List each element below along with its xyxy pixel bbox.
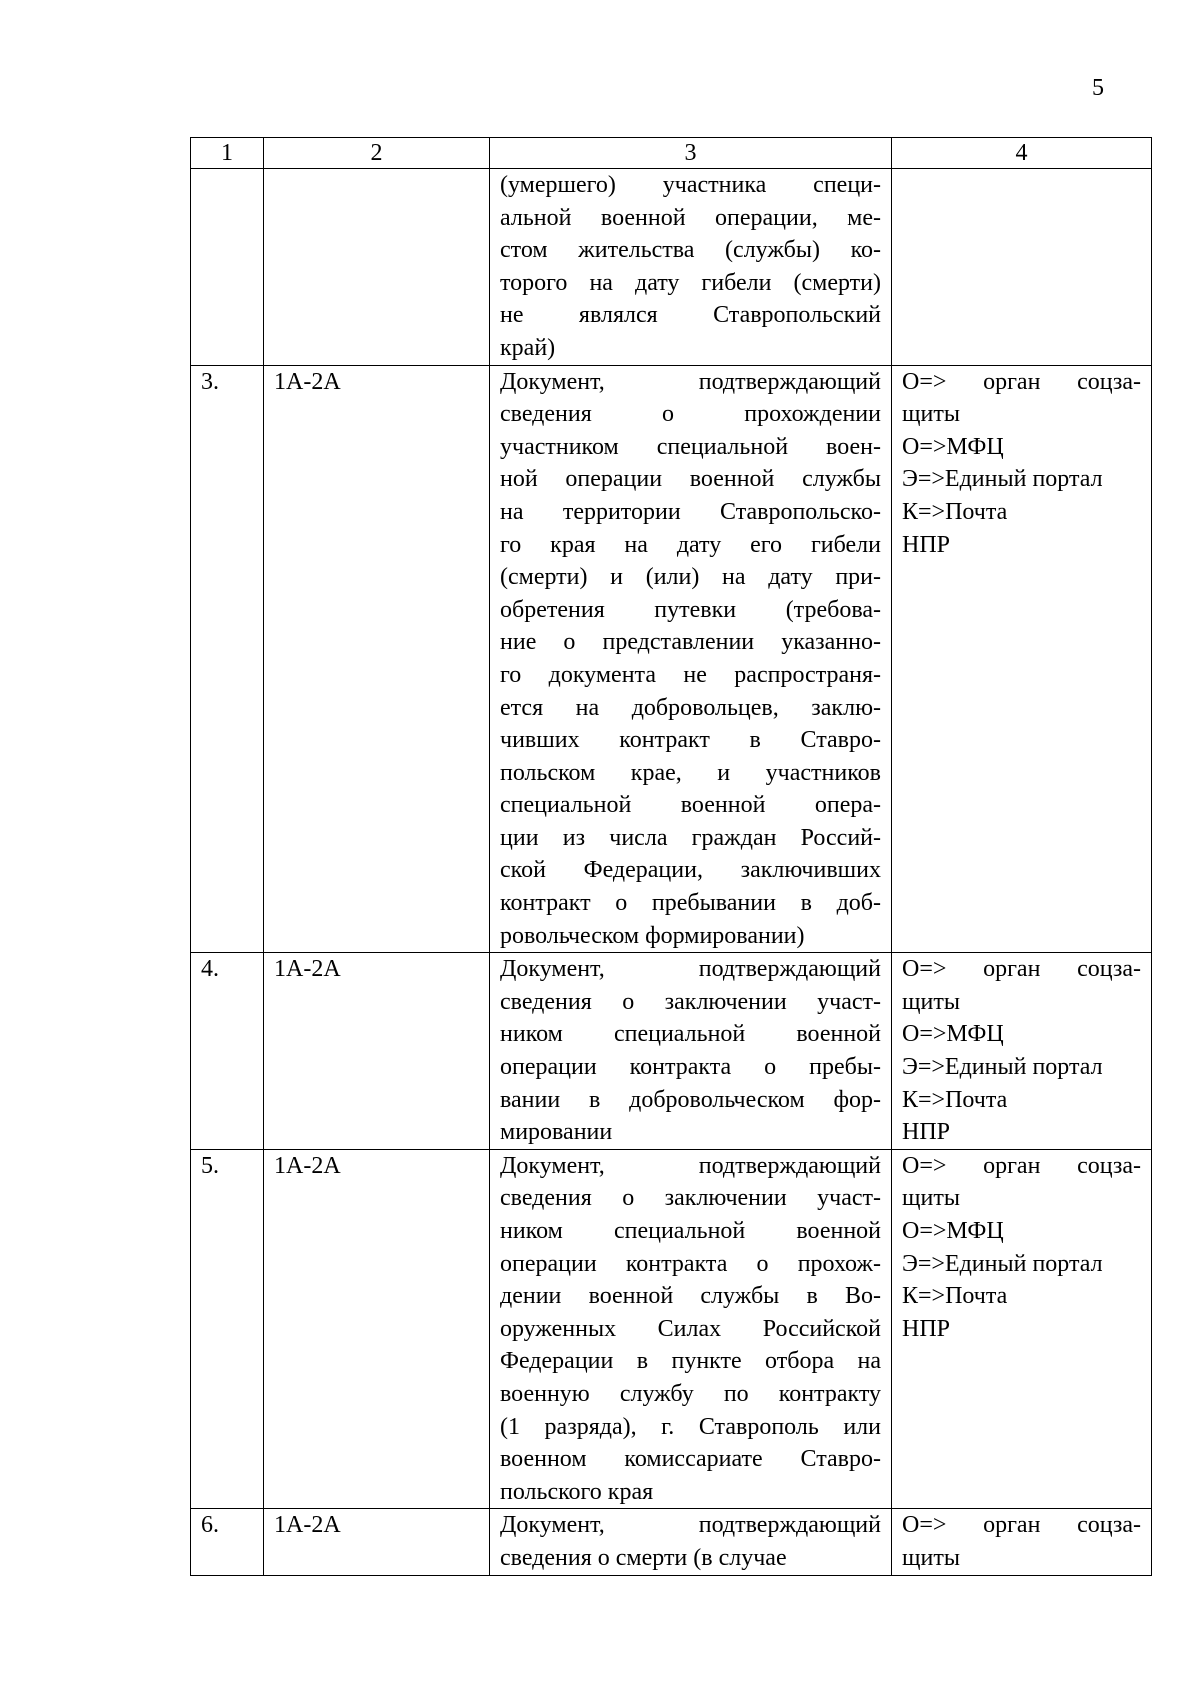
description-line: мировании xyxy=(500,1119,613,1146)
description-line: военную службу по контракту xyxy=(500,1380,881,1407)
description-line: на территории Ставропольско- xyxy=(500,498,881,525)
channel-line: НПР xyxy=(902,1315,951,1342)
channel-line: К=>Почта xyxy=(902,498,1008,525)
description-line: ником специальной военной xyxy=(500,1021,881,1048)
row-description-cell xyxy=(490,365,892,953)
channel-line: О=> орган соцза- xyxy=(902,956,1141,983)
description-line: Документ, подтверждающий xyxy=(500,1512,881,1539)
channel-line: К=>Почта xyxy=(902,1086,1008,1113)
row-code-cell: 1А-2А xyxy=(264,365,490,953)
description-line: специальной военной опера- xyxy=(500,792,881,819)
channel-line: НПР xyxy=(902,1119,951,1146)
description-line: вании в добровольческом фор- xyxy=(500,1086,881,1113)
channel-line: щиты xyxy=(902,1544,960,1571)
channel-line: Э=>Единый портал xyxy=(902,466,1103,493)
description-line: ной операции военной службы xyxy=(500,466,881,493)
description-line: Документ, подтверждающий xyxy=(500,1152,881,1179)
description-line: ником специальной военной xyxy=(500,1218,881,1244)
table-row xyxy=(191,953,1152,1150)
header-cell-1: 1 xyxy=(191,138,264,169)
channel-line: О=> орган соцза- xyxy=(902,1512,1141,1539)
channel-line: Э=>Единый портал xyxy=(902,1250,1103,1277)
description-line: ется на добровольцев, заклю- xyxy=(500,694,881,721)
row-channels-cell xyxy=(892,1149,1152,1509)
channel-line: щиты xyxy=(902,1185,960,1212)
row-code-cell: 1А-2А xyxy=(264,1509,490,1575)
description-line: обретения путевки (требова- xyxy=(500,596,881,623)
description-line: чивших контракт в Ставро- xyxy=(500,727,881,754)
row-number-cell: 6. xyxy=(191,1509,264,1575)
description-line: сведения о заключении участ- xyxy=(500,988,881,1015)
description-line: го документа не распространя- xyxy=(500,661,881,688)
table-row xyxy=(191,1509,1152,1575)
description-line: торого на дату гибели (смерти) xyxy=(500,269,881,296)
description-line: ние о представлении указанно- xyxy=(500,629,881,656)
description-line: Федерации в пункте отбора на xyxy=(500,1348,881,1375)
row-description-cell xyxy=(490,953,892,1150)
description-line: (1 разряда), г. Ставрополь или xyxy=(500,1413,881,1440)
description-line: Документ, подтверждающий xyxy=(500,368,881,395)
description-line: ской Федерации, заключивших xyxy=(500,857,881,884)
channel-line: О=>МФЦ xyxy=(902,433,1004,460)
description-line: сведения о прохождении xyxy=(500,401,881,428)
description-line: польского края xyxy=(500,1478,654,1505)
description-line: ции из числа граждан Россий- xyxy=(500,824,881,851)
row-channels-cell xyxy=(892,1509,1152,1575)
table-row xyxy=(191,1149,1152,1509)
page-number: 5 xyxy=(1092,75,1104,101)
channel-line: К=>Почта xyxy=(902,1283,1008,1310)
row-code-cell xyxy=(264,169,490,366)
description-line: дении военной службы в Во- xyxy=(500,1283,881,1310)
description-line: (умершего) участника специ- xyxy=(500,172,881,198)
channel-line: О=> орган соцза- xyxy=(902,368,1141,395)
row-channels-cell xyxy=(892,953,1152,1150)
description-line: участником специальной воен- xyxy=(500,433,881,460)
channel-line: щиты xyxy=(902,401,960,428)
row-channels-cell xyxy=(892,365,1152,953)
header-cell-4: 4 xyxy=(892,138,1152,169)
row-description-cell xyxy=(490,1509,892,1575)
channel-line: О=>МФЦ xyxy=(902,1021,1004,1048)
table-row xyxy=(191,365,1152,953)
description-line: сведения о смерти (в случае xyxy=(500,1544,787,1571)
description-line: оруженных Силах Российской xyxy=(500,1315,881,1342)
channel-line: О=>МФЦ xyxy=(902,1218,1004,1244)
description-line: Документ, подтверждающий xyxy=(500,956,881,983)
description-line: (смерти) и (или) на дату при- xyxy=(500,564,881,591)
channel-line: О=> орган соцза- xyxy=(902,1152,1141,1179)
row-number-cell: 5. xyxy=(191,1149,264,1509)
header-cell-3: 3 xyxy=(490,138,892,169)
description-line: военном комиссариате Ставро- xyxy=(500,1446,881,1473)
channel-line: щиты xyxy=(902,988,960,1015)
description-line: операции контракта о пребы- xyxy=(500,1054,881,1081)
description-line: не являлся Ставропольский xyxy=(500,302,881,329)
table-header-row xyxy=(191,138,1152,169)
description-line: стом жительства (службы) ко- xyxy=(500,237,881,264)
description-line: контракт о пребывании в доб- xyxy=(500,890,881,917)
channel-line: Э=>Единый портал xyxy=(902,1054,1103,1081)
row-number-cell: 3. xyxy=(191,365,264,953)
row-number-cell: 4. xyxy=(191,953,264,1150)
row-code-cell: 1А-2А xyxy=(264,953,490,1150)
description-line: ровольческом формировании) xyxy=(500,922,805,949)
description-line: польском крае, и участников xyxy=(500,759,881,786)
channel-line: НПР xyxy=(902,531,951,558)
row-channels-cell xyxy=(892,169,1152,366)
description-line: край) xyxy=(500,334,556,361)
description-line: сведения о заключении участ- xyxy=(500,1185,881,1212)
table-row xyxy=(191,169,1152,366)
row-code-cell: 1А-2А xyxy=(264,1149,490,1509)
documents-table xyxy=(190,137,1152,1576)
row-number-cell xyxy=(191,169,264,366)
row-description-cell xyxy=(490,1149,892,1509)
row-description-cell xyxy=(490,169,892,366)
description-line: го края на дату его гибели xyxy=(500,531,881,558)
description-line: альной военной операции, ме- xyxy=(500,204,881,231)
header-cell-2: 2 xyxy=(264,138,490,169)
description-line: операции контракта о прохож- xyxy=(500,1250,881,1277)
